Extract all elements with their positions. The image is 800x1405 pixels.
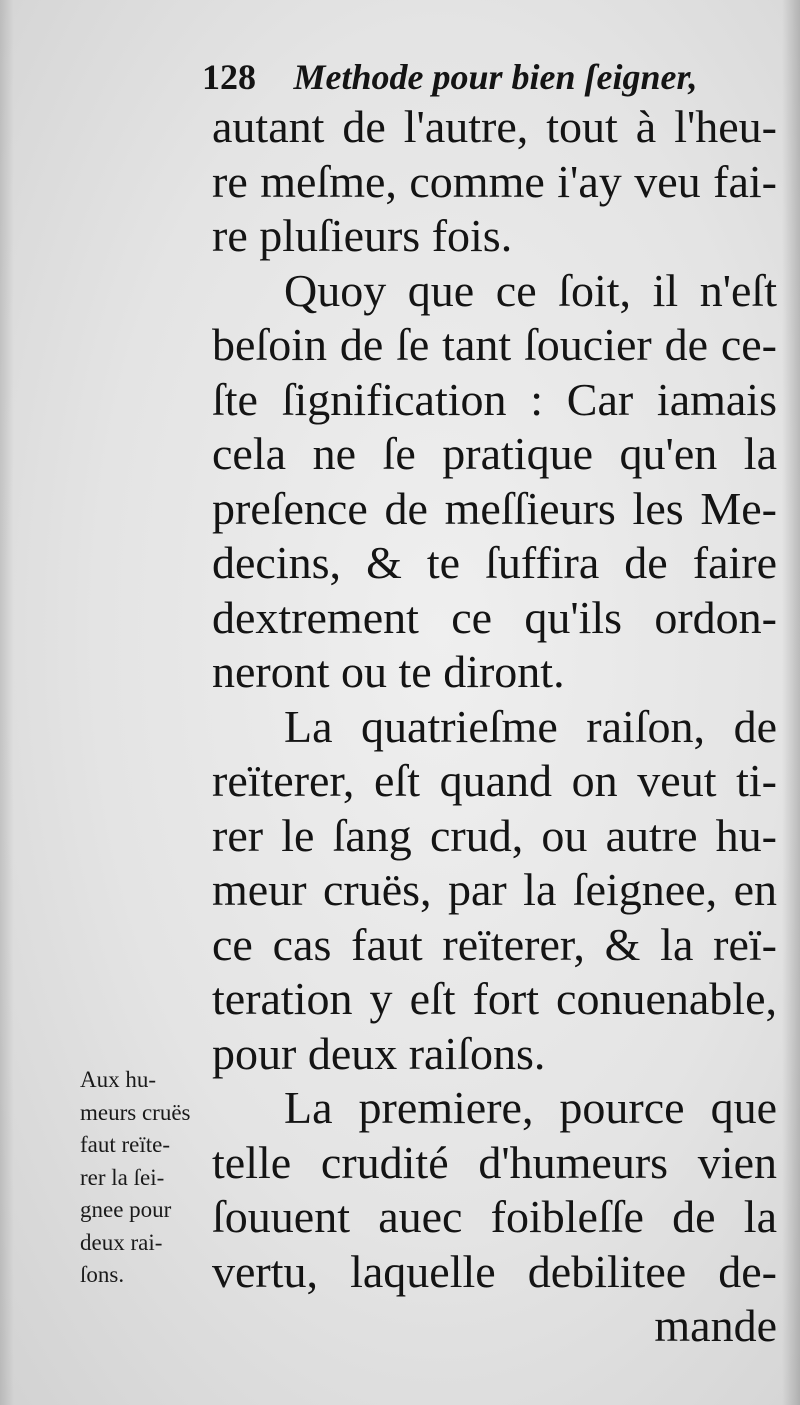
margin-note-line: rer la ſei- (80, 1164, 165, 1190)
margin-note-line: gnee pour (80, 1197, 172, 1222)
running-head (202, 52, 722, 102)
body-text (212, 100, 777, 1354)
text-line: decins, & te ſuffira de faire (212, 537, 777, 588)
margin-note-line: ſons. (80, 1262, 125, 1287)
page-gutter-shadow (0, 0, 14, 1405)
text-line: beſoin de ſe tant ſoucier de ce- (212, 319, 777, 370)
margin-note-line: deux rai- (80, 1229, 163, 1255)
page-edge-shadow (782, 0, 800, 1405)
text-line: pour deux raiſons. (212, 1027, 546, 1079)
text-line: telle crudité d'humeurs vien (212, 1136, 777, 1188)
text-line: reïterer, eſt quand on veut ti- (212, 755, 777, 806)
text-line: neront ou te diront. (212, 646, 565, 697)
text-line: re pluſieurs fois. (212, 210, 513, 261)
margin-note-line: faut reïte- (80, 1132, 171, 1157)
text-line: teration y eſt fort conuenable, (212, 973, 777, 1024)
text-line: rer le ſang crud, ou autre hu- (212, 809, 777, 861)
text-line: dextrement ce qu'ils ordon- (212, 591, 777, 643)
running-title: Methode pour bien ſeigner, (293, 57, 698, 97)
text-line: vertu, laquelle debilitee de- (212, 1245, 777, 1297)
page-number: 128 (202, 57, 256, 97)
text-line: preſence de meſſieurs les Me- (212, 482, 777, 534)
margin-note-line: Aux hu- (80, 1067, 157, 1092)
paragraph-start-line: Quoy que ce ſoit, il n'eſt (284, 264, 777, 316)
margin-note (80, 1064, 230, 1292)
text-line: cela ne ſe pratique qu'en la (212, 428, 777, 479)
text-line: re meſme, comme i'ay veu fai- (212, 155, 777, 207)
margin-note-line: meurs cruës (80, 1099, 191, 1125)
text-line: ce cas faut reïterer, & la reï- (212, 918, 777, 970)
text-line: meur cruës, par la ſeignee, en (212, 864, 777, 915)
text-line: ſte ſignification : Car iamais (212, 373, 777, 425)
text-line: ſouuent auec foibleſſe de la (212, 1191, 777, 1242)
text-line: autant de l'autre, tout à l'heu- (212, 101, 777, 152)
paragraph-start-line: La premiere, pource que (284, 1082, 777, 1133)
paragraph-start-line: La quatrieſme raiſon, de (284, 700, 777, 752)
catchword: mande (654, 1300, 777, 1351)
